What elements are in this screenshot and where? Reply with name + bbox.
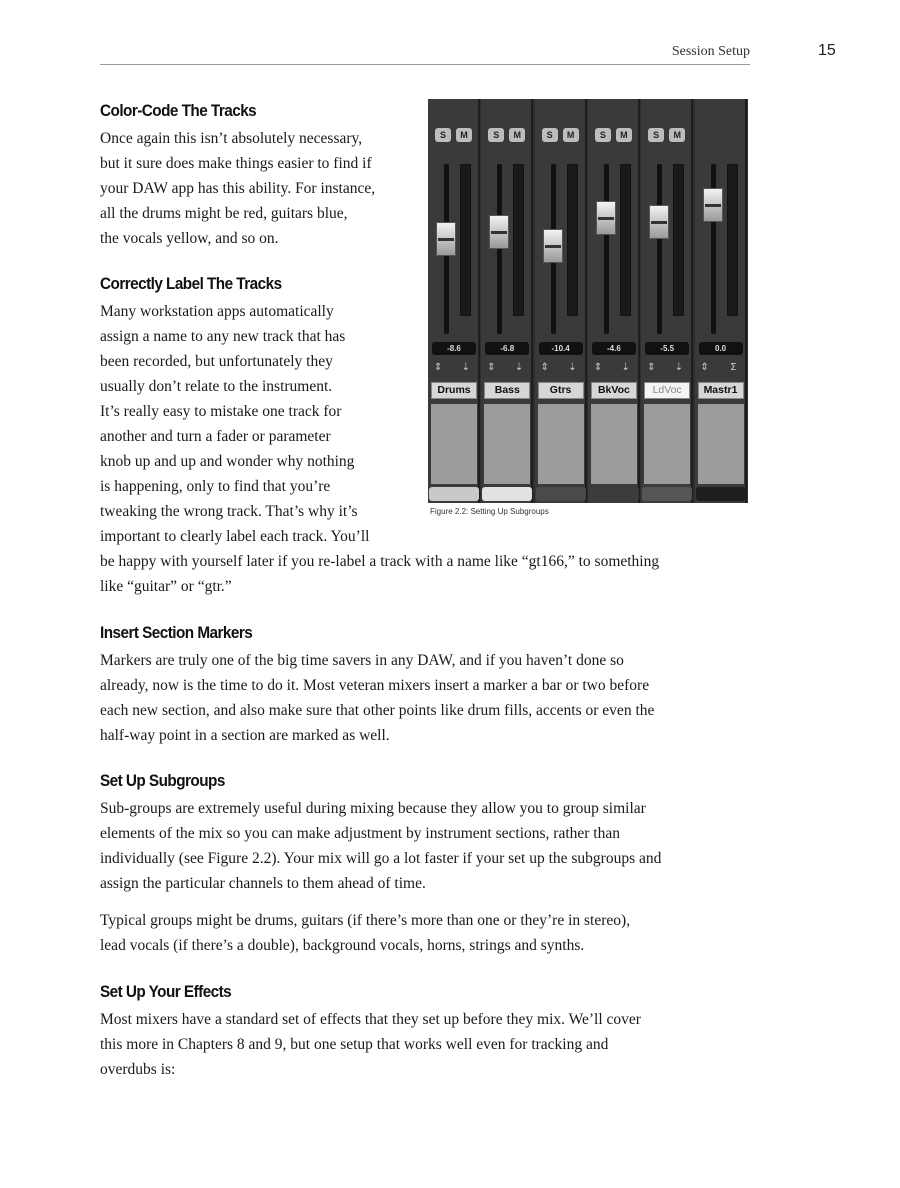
text-line: be happy with yourself later if you re-label a track with a name like “gt166,” to something [100,553,660,570]
arrow-down-icon[interactable]: ⇣ [514,362,524,373]
channel-color-bar [589,487,639,501]
running-head [100,40,750,65]
fader-track [604,164,609,334]
channel-name-label[interactable]: BkVoc [591,382,637,399]
text-line: It’s really easy to mistake one track for [100,403,342,420]
text-line: your DAW app has this ability. For instance, [100,180,376,197]
level-meter [673,164,684,316]
text-line: assign the particular channels to them ahead of time. [100,875,426,892]
fader-handle[interactable] [436,222,456,256]
mute-button[interactable]: M [456,128,472,142]
arrow-updown-icon[interactable]: ⇕ [434,362,443,373]
page-number: 15 [818,42,836,59]
mute-button[interactable]: M [669,128,685,142]
level-readout: -4.6 [592,342,636,355]
fader-handle[interactable] [489,215,509,249]
solo-button[interactable]: S [648,128,664,142]
channel-color-bar [642,487,692,501]
fader-track [497,164,502,334]
channel-strip [588,99,640,503]
running-head-section: Session Setup [671,44,750,59]
automation-controls[interactable] [485,362,529,376]
channel-name-label[interactable]: Drums [431,382,477,399]
text-line: knob up and up and wonder why nothing [100,453,355,470]
channel-color-bar [696,487,746,501]
automation-controls[interactable] [539,362,583,376]
level-meter [727,164,738,316]
text-line: usually don’t relate to the instrument. [100,378,333,395]
level-meter [567,164,578,316]
text-line: half-way point in a section are marked as well. [100,727,390,744]
level-meter [513,164,524,316]
solo-button[interactable]: S [435,128,451,142]
text-line: is happening, only to find that you’re [100,478,331,495]
channel-insert-panel [538,404,584,484]
arrow-down-icon[interactable]: ⇣ [621,362,630,373]
paragraph-label-tracks [100,299,420,549]
channel-strip [641,99,693,503]
paragraph-section-markers [100,648,760,748]
solo-button[interactable]: S [542,128,558,142]
channel-color-bar [429,487,479,501]
heading-effects: Set Up Your Effects [100,982,232,1001]
text-line: like “guitar” or “gtr.” [100,578,232,595]
fader-track [657,164,662,334]
automation-controls[interactable] [645,362,689,376]
channel-name-label[interactable]: Gtrs [538,382,584,399]
fader-handle[interactable] [596,201,616,235]
paragraph-subgroups-types [100,908,760,958]
paragraph-color-code [100,126,430,251]
level-meter [620,164,631,316]
automation-controls[interactable] [432,362,476,376]
text-line: already, now is the time to do it. Most veteran mixers insert a marker a bar or two before [100,677,650,694]
text-line: individually (see Figure 2.2). Your mix will go a lot faster if your set up the subgroups and [100,850,662,867]
channel-insert-panel [591,404,637,484]
channel-insert-panel [698,404,744,484]
heading-color-code: Color-Code The Tracks [100,101,257,120]
text-line: each new section, and also make sure that other points like drum fills, accents or even the [100,702,655,719]
text-line: tweaking the wrong track. That’s why it’s [100,503,358,520]
arrow-updown-icon[interactable]: ⇕ [647,362,656,373]
text-line: all the drums might be red, guitars blue, [100,205,348,222]
text-line: Typical groups might be drums, guitars (if there’s more than one or they’re in stereo), [100,912,631,929]
solo-button[interactable]: S [488,128,504,142]
automation-controls[interactable] [699,362,743,376]
channel-name-label[interactable]: LdVoc [644,382,690,399]
text-line: assign a name to any new track that has [100,328,346,345]
mute-button[interactable]: M [616,128,632,142]
automation-controls[interactable] [592,362,636,376]
arrow-updown-icon[interactable]: ⇕ [700,362,709,373]
fader-handle[interactable] [703,188,723,222]
arrow-updown-icon[interactable]: ⇕ [487,362,496,373]
paragraph-subgroups [100,796,760,896]
text-line: the vocals yellow, and so on. [100,230,279,247]
text-line: Sub-groups are extremely useful during mixing because they allow you to group similar [100,800,646,817]
level-readout: 0.0 [699,342,743,355]
arrow-updown-icon[interactable]: ⇕ [593,362,603,373]
channel-strip [481,99,533,503]
sum-icon[interactable]: Σ [730,362,737,373]
text-line: but it sure does make things easier to find if [100,155,372,172]
text-line: overdubs is: [100,1061,176,1078]
paragraph-label-tracks-continued [100,549,760,599]
channel-insert-panel [484,404,530,484]
channel-strip [535,99,587,503]
channel-name-label[interactable]: Mastr1 [698,382,744,399]
text-line: Most mixers have a standard set of effects that they set up before they mix. We’ll cover [100,1011,641,1028]
text-line: Markers are truly one of the big time savers in any DAW, and if you haven’t done so [100,652,624,669]
arrow-down-icon[interactable]: ⇣ [674,362,684,373]
mute-button[interactable]: M [563,128,579,142]
text-line: important to clearly label each track. You’ll [100,528,370,545]
channel-strip [428,99,480,503]
text-line: Once again this isn’t absolutely necessary, [100,130,363,147]
text-line: lead vocals (if there’s a double), background vocals, horns, strings and synths. [100,937,585,954]
text-line: another and turn a fader or parameter [100,428,331,445]
arrow-updown-icon[interactable]: ⇕ [540,362,549,373]
level-readout: -5.5 [645,342,689,355]
mixer-figure [428,99,748,503]
level-readout: -10.4 [539,342,583,355]
level-meter [460,164,471,316]
level-readout: -6.8 [485,342,529,355]
level-readout: -8.6 [432,342,476,355]
text-line: been recorded, but unfortunately they [100,353,333,370]
arrow-down-icon[interactable]: ⇣ [568,362,577,373]
text-line: this more in Chapters 8 and 9, but one setup that works well even for tracking and [100,1036,609,1053]
paragraph-effects [100,1007,760,1082]
arrow-down-icon[interactable]: ⇣ [461,362,470,373]
heading-section-markers: Insert Section Markers [100,623,253,642]
figure-caption: Figure 2.2: Setting Up Subgroups [430,507,549,516]
fader-handle[interactable] [649,205,669,239]
channel-strip [695,99,747,503]
text-line: Many workstation apps automatically [100,303,334,320]
channel-color-bar [536,487,586,501]
channel-insert-panel [644,404,690,484]
heading-label-tracks: Correctly Label The Tracks [100,274,282,293]
text-line: elements of the mix so you can make adjustment by instrument sections, rather than [100,825,620,842]
channel-name-label[interactable]: Bass [484,382,530,399]
channel-insert-panel [431,404,477,484]
mute-button[interactable]: M [509,128,525,142]
channel-color-bar [482,487,532,501]
heading-subgroups: Set Up Subgroups [100,771,225,790]
solo-button[interactable]: S [595,128,611,142]
fader-handle[interactable] [543,229,563,263]
